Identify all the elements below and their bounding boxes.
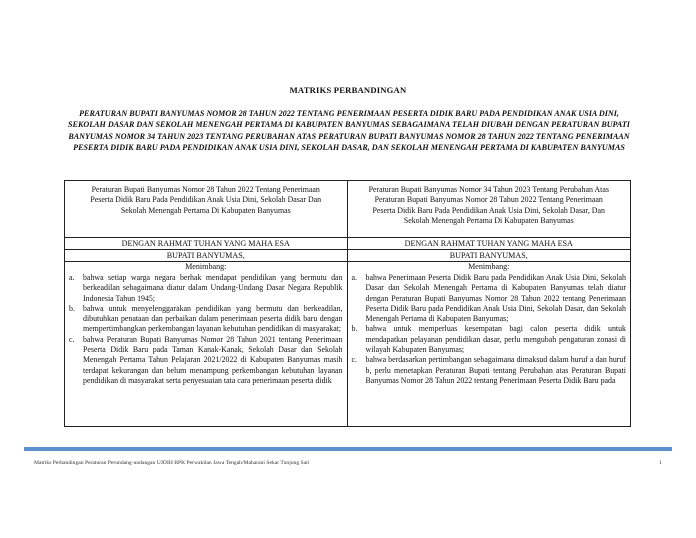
list-item xyxy=(348,324,631,355)
list-text: bahwa setiap warga negara berhak mendapat pendidikan yang bermutu dan berkeadilan sebagaimana diatur dalam Undang-Undang Dasar Negara Republik Indonesia Tahun 1945; xyxy=(83,273,343,303)
right-opening-line: DENGAN RAHMAT TUHAN YANG MAHA ESA xyxy=(348,238,631,250)
footer-text: Matriks Perbandingan Peraturan Perundang-undangan UJDIH BPK Perwakilan Jawa Tengah/Maharani Sekar Tunjung Sari xyxy=(34,460,310,466)
footer-divider xyxy=(24,447,672,451)
list-marker: c. xyxy=(69,334,75,344)
list-text: bahwa untuk memperluas kesempatan bagi calon peserta didik untuk mendapatkan pelayanan pendidikan dasar, perlu mengubah pengaturan zonasi di wilayah Kabupaten Banyumas; xyxy=(365,324,626,355)
right-considering-label: Menimbang: xyxy=(468,262,510,271)
document-title: MATRIKS PERBANDINGAN xyxy=(289,85,407,95)
list-text: bahwa untuk menyelenggarakan pendidikan yang bermutu dan berkeadilan, dibutuhkan penataan dan perbaikan dalam penerimaan peserta didik baru dengan mempertimbangkan perkembangan layanan kebutuhan pendidikan di masyarakat; xyxy=(83,303,343,334)
list-item xyxy=(65,335,347,386)
list-text: bahwa Peraturan Bupati Banyumas Nomor 28 Tahun 2021 tentang Penerimaan Peserta Didik Baru pada Taman Kanak-Kanak, Sekolah Dasar dan Sekolah Menengah Pertama Tahun Pelajaran 2021/2022 di Kabupaten Banyumas masih terdapat kekurangan dan belum menampung perkembangan kebutuhan layanan pendidikan di masyarakat serta penyesuaian tata cara penerimaan peserta didik xyxy=(83,334,343,385)
list-marker: b. xyxy=(351,324,358,334)
left-considering-label: Menimbang: xyxy=(185,262,227,271)
list-marker: a. xyxy=(69,273,75,282)
right-regent-line: BUPATI BANYUMAS, xyxy=(348,250,631,262)
page-number: 1 xyxy=(659,460,662,466)
list-item xyxy=(65,273,347,304)
list-item xyxy=(348,355,631,386)
list-marker: a. xyxy=(351,273,357,282)
list-item xyxy=(348,273,631,324)
left-regent-line: BUPATI BANYUMAS, xyxy=(65,250,347,262)
list-text: bahwa berdasarkan pertimbangan sebagaimana dimaksud dalam huruf a dan huruf b, perlu menetapkan Peraturan Bupati tentang Perubahan atas Peraturan Bupati Banyumas Nomor 28 Tahun 2022 tentang Penerimaan Peserta Didik Baru pada xyxy=(365,355,626,385)
right-column-header: Peraturan Bupati Banyumas Nomor 34 Tahun 2023 Tentang Perubahan Atas Peraturan Bupati Banyumas Nomor 28 Tahun 2022 Tentang Penerimaan Peserta Didik Baru Pada Pendidikan Anak Usia Dini, Sekolah Dasar, Dan Sekolah Menengah Pertama Di Kabupaten Banyumas xyxy=(348,181,631,238)
left-column xyxy=(65,181,348,426)
left-opening-line: DENGAN RAHMAT TUHAN YANG MAHA ESA xyxy=(65,238,347,250)
document-subtitle: PERATURAN BUPATI BANYUMAS NOMOR 28 TAHUN 2022 TENTANG PENERIMAAN PESERTA DIDIK BARU PADA PENDIDIKAN ANAK USIA DINI, SEKOLAH DASAR DAN SEKOLAH MENENGAH PERTAMA DI KABUPATEN BANYUMAS SEBAGAIMANA TELAH DIUBAH DENGAN PERATURAN BUPATI BANYUMAS NOMOR 34 TAHUN 2023 TENTANG PERUBAHAN ATAS PERATURAN BUPATI BANYUMAS NOMOR 28 TAHUN 2022 TENTANG PENERIMAAN PESERTA DIDIK BARU PADA PENDIDIKAN ANAK USIA DINI, SEKOLAH DASAR, DAN SEKOLAH MENENGAH PERTAMA DI KABUPATEN BANYUMAS xyxy=(68,109,630,152)
right-column xyxy=(348,181,631,426)
list-text: bahwa Penerimaan Peserta Didik Baru pada Pendidikan Anak Usia Dini, Sekolah Dasar dan Sekolah Menengah Pertama di Kabupaten Banyumas telah diatur dengan Peraturan Bupati Banyumas Nomor 28 Tahun 2022 tentang Penerimaan Peserta Didik Baru pada Pendidikan Anak Usia Dini, Sekolah Dasar, dan Sekolah Menengah Pertama di Kabupaten Banyumas; xyxy=(365,273,626,324)
list-marker: c. xyxy=(351,355,357,365)
list-item xyxy=(65,304,347,335)
list-marker: b. xyxy=(69,303,75,313)
comparison-matrix xyxy=(64,180,631,427)
left-column-header: Peraturan Bupati Banyumas Nomor 28 Tahun 2022 Tentang Penerimaan Peserta Didik Baru Pada Pendidikan Anak Usia Dini, Sekolah Dasar Dan Sekolah Menengah Pertama Di Kabupaten Banyumas xyxy=(65,181,347,238)
